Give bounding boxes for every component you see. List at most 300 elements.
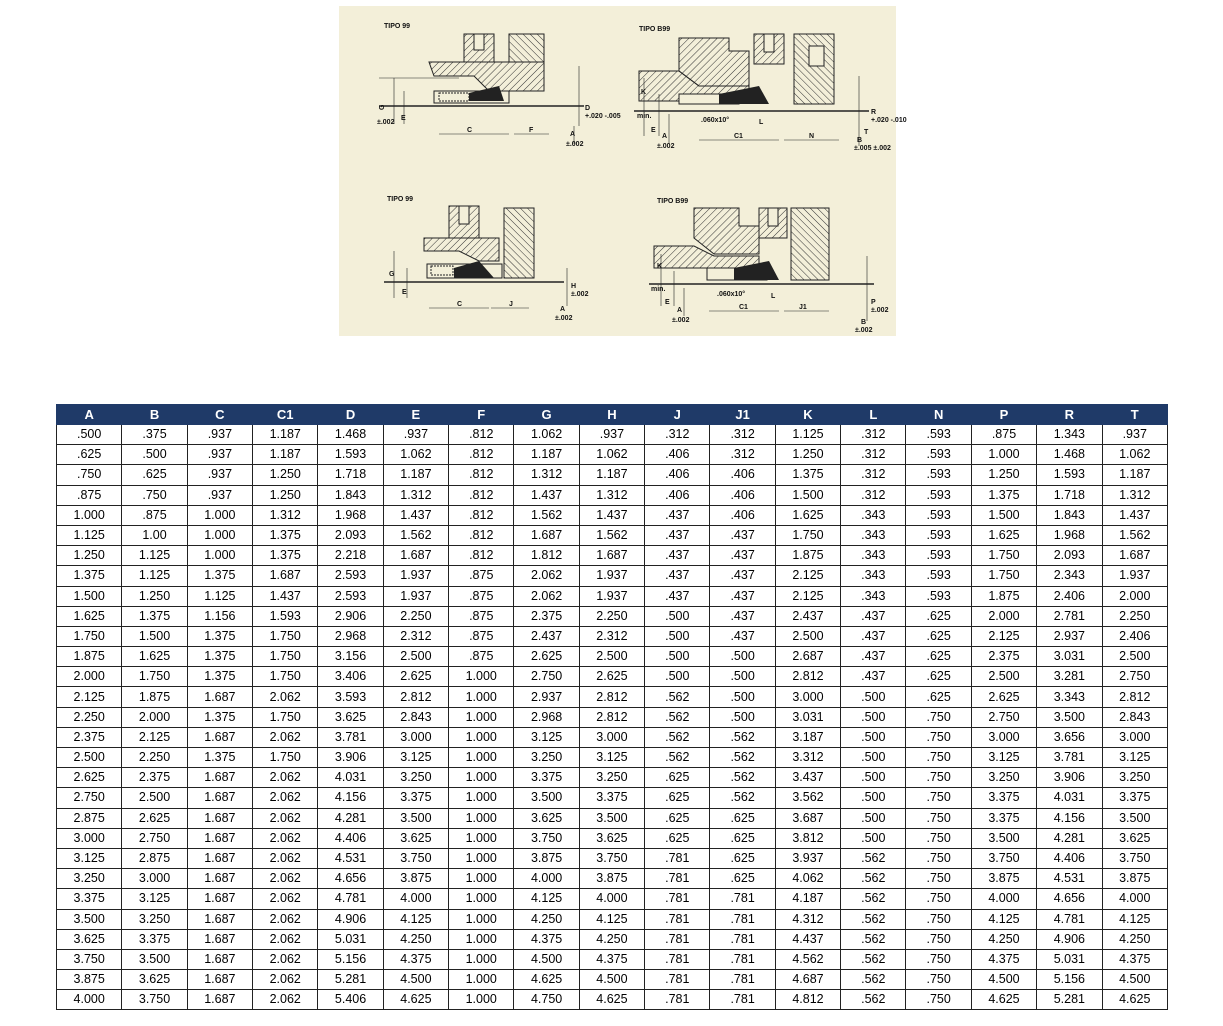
table-cell: .312 xyxy=(841,445,906,465)
table-cell: 3.250 xyxy=(383,768,448,788)
table-cell: .312 xyxy=(645,425,710,445)
table-cell: 1.687 xyxy=(187,970,252,990)
table-cell: 2.968 xyxy=(514,707,579,727)
table-cell: 1.937 xyxy=(1102,566,1168,586)
table-cell: 2.125 xyxy=(57,687,122,707)
svg-text:B: B xyxy=(857,137,863,144)
table-cell: 2.375 xyxy=(57,727,122,747)
table-cell: 2.062 xyxy=(253,929,318,949)
table-cell: .625 xyxy=(906,626,971,646)
table-cell: 1.875 xyxy=(122,687,187,707)
table-cell: .343 xyxy=(841,505,906,525)
table-cell: 3.625 xyxy=(514,808,579,828)
table-cell: .750 xyxy=(906,929,971,949)
table-cell: 4.375 xyxy=(579,949,644,969)
table-row xyxy=(57,990,1168,1010)
table-cell: 3.656 xyxy=(1037,727,1102,747)
table-row xyxy=(57,445,1168,465)
table-cell: 1.062 xyxy=(579,445,644,465)
table-cell: .781 xyxy=(645,909,710,929)
table-cell: 3.375 xyxy=(514,768,579,788)
table-cell: 4.906 xyxy=(1037,929,1102,949)
table-cell: .343 xyxy=(841,546,906,566)
table-cell: 1.000 xyxy=(449,889,514,909)
table-row xyxy=(57,505,1168,525)
view-top-left xyxy=(377,23,621,148)
table-cell: 4.625 xyxy=(1102,990,1168,1010)
table-cell: 2.750 xyxy=(971,707,1036,727)
table-cell: .406 xyxy=(710,485,775,505)
svg-text:±.002: ±.002 xyxy=(657,143,675,150)
table-cell: 1.687 xyxy=(187,687,252,707)
table-cell: 1.437 xyxy=(1102,505,1168,525)
table-cell: 2.812 xyxy=(579,687,644,707)
table-cell: 3.125 xyxy=(57,848,122,868)
svg-text:C1: C1 xyxy=(739,304,748,311)
table-cell: .312 xyxy=(841,465,906,485)
table-cell: 1.750 xyxy=(57,626,122,646)
table-cell: 1.000 xyxy=(449,909,514,929)
table-cell: .750 xyxy=(906,768,971,788)
table-cell: 1.000 xyxy=(449,727,514,747)
table-cell: 2.500 xyxy=(1102,647,1168,667)
table-cell: 4.406 xyxy=(318,828,383,848)
table-cell: 3.625 xyxy=(122,970,187,990)
table-cell: 1.812 xyxy=(514,546,579,566)
table-cell: 4.000 xyxy=(57,990,122,1010)
table-cell: 3.156 xyxy=(318,647,383,667)
table-cell: 2.375 xyxy=(514,606,579,626)
table-cell: 3.312 xyxy=(775,748,840,768)
table-cell: 4.625 xyxy=(383,990,448,1010)
table-cell: 1.593 xyxy=(318,445,383,465)
table-cell: 4.250 xyxy=(579,929,644,949)
table-cell: 1.250 xyxy=(775,445,840,465)
table-cell: 1.312 xyxy=(579,485,644,505)
table-cell: .625 xyxy=(710,808,775,828)
table-cell: 2.406 xyxy=(1102,626,1168,646)
table-cell: 1.968 xyxy=(1037,525,1102,545)
table-cell: .875 xyxy=(57,485,122,505)
table-cell: .750 xyxy=(122,485,187,505)
column-header: A xyxy=(57,405,122,425)
table-cell: 1.750 xyxy=(971,566,1036,586)
svg-text:H: H xyxy=(571,283,577,290)
table-cell: 1.875 xyxy=(971,586,1036,606)
table-row xyxy=(57,889,1168,909)
table-cell: 2.437 xyxy=(775,606,840,626)
technical-drawing-panel xyxy=(339,6,907,336)
table-cell: 1.625 xyxy=(122,647,187,667)
table-cell: 2.750 xyxy=(122,828,187,848)
table-cell: 1.687 xyxy=(514,525,579,545)
svg-text:A: A xyxy=(662,133,668,140)
table-cell: 2.687 xyxy=(775,647,840,667)
table-cell: 2.625 xyxy=(57,768,122,788)
table-cell: 2.625 xyxy=(514,647,579,667)
table-cell: 2.625 xyxy=(971,687,1036,707)
table-row xyxy=(57,768,1168,788)
table-cell: 4.125 xyxy=(1102,909,1168,929)
table-cell: .812 xyxy=(449,465,514,485)
table-cell: .500 xyxy=(710,667,775,687)
table-cell: 4.812 xyxy=(775,990,840,1010)
table-cell: 5.031 xyxy=(318,929,383,949)
table-cell: 1.625 xyxy=(775,505,840,525)
table-cell: 1.125 xyxy=(122,546,187,566)
table-cell: 1.000 xyxy=(57,505,122,525)
table-cell: .875 xyxy=(122,505,187,525)
table-cell: .593 xyxy=(906,485,971,505)
table-cell: 1.312 xyxy=(514,465,579,485)
table-cell: 2.750 xyxy=(57,788,122,808)
table-cell: .875 xyxy=(449,566,514,586)
table-cell: 2.812 xyxy=(775,667,840,687)
table-cell: 3.781 xyxy=(1037,748,1102,768)
table-row xyxy=(57,949,1168,969)
table-cell: 2.250 xyxy=(383,606,448,626)
table-cell: 1.687 xyxy=(187,808,252,828)
table-cell: .812 xyxy=(449,485,514,505)
table-cell: 3.593 xyxy=(318,687,383,707)
table-cell: .437 xyxy=(710,525,775,545)
table-cell: 2.062 xyxy=(253,768,318,788)
table-cell: .562 xyxy=(645,748,710,768)
table-row xyxy=(57,647,1168,667)
column-header: C xyxy=(187,405,252,425)
table-cell: 1.375 xyxy=(971,485,1036,505)
table-cell: 1.750 xyxy=(971,546,1036,566)
table-cell: 1.000 xyxy=(449,990,514,1010)
table-cell: .812 xyxy=(449,546,514,566)
table-cell: 4.187 xyxy=(775,889,840,909)
table-cell: 3.000 xyxy=(122,869,187,889)
table-row xyxy=(57,828,1168,848)
table-cell: 1.625 xyxy=(971,525,1036,545)
view-title: TIPO 99 xyxy=(384,23,411,30)
table-cell: 2.625 xyxy=(579,667,644,687)
table-cell: 3.000 xyxy=(971,727,1036,747)
table-cell: .437 xyxy=(645,586,710,606)
table-cell: .406 xyxy=(710,465,775,485)
table-cell: 3.000 xyxy=(57,828,122,848)
table-cell: .812 xyxy=(449,525,514,545)
table-cell: 1.000 xyxy=(187,546,252,566)
table-cell: 4.500 xyxy=(579,970,644,990)
table-cell: 4.906 xyxy=(318,909,383,929)
table-cell: .750 xyxy=(906,727,971,747)
table-cell: 1.00 xyxy=(122,525,187,545)
table-cell: 4.375 xyxy=(514,929,579,949)
table-cell: .500 xyxy=(841,748,906,768)
table-cell: 5.156 xyxy=(1037,970,1102,990)
table-cell: 2.500 xyxy=(57,748,122,768)
table-cell: .562 xyxy=(841,949,906,969)
table-cell: 1.062 xyxy=(1102,445,1168,465)
table-cell: .812 xyxy=(449,445,514,465)
table-cell: .593 xyxy=(906,425,971,445)
table-cell: .437 xyxy=(645,566,710,586)
table-cell: 4.156 xyxy=(318,788,383,808)
table-cell: .562 xyxy=(710,727,775,747)
table-cell: .781 xyxy=(645,869,710,889)
table-cell: .750 xyxy=(906,949,971,969)
svg-text:.060x10°: .060x10° xyxy=(701,117,730,124)
table-cell: .437 xyxy=(710,546,775,566)
table-cell: .781 xyxy=(710,970,775,990)
table-cell: .750 xyxy=(906,889,971,909)
table-cell: 1.687 xyxy=(187,909,252,929)
table-cell: 1.375 xyxy=(253,525,318,545)
table-cell: 2.625 xyxy=(383,667,448,687)
table-cell: 1.000 xyxy=(449,748,514,768)
table-cell: 2.812 xyxy=(579,707,644,727)
table-cell: 2.062 xyxy=(253,889,318,909)
table-cell: 2.062 xyxy=(514,586,579,606)
table-cell: 3.750 xyxy=(122,990,187,1010)
table-cell: .750 xyxy=(906,828,971,848)
table-cell: 4.625 xyxy=(579,990,644,1010)
table-cell: .875 xyxy=(449,647,514,667)
column-header: J xyxy=(645,405,710,425)
table-cell: 3.125 xyxy=(383,748,448,768)
svg-text:D: D xyxy=(585,105,591,112)
table-cell: 3.375 xyxy=(971,808,1036,828)
table-cell: 1.687 xyxy=(383,546,448,566)
table-cell: 3.250 xyxy=(579,768,644,788)
table-cell: 3.281 xyxy=(1037,667,1102,687)
table-cell: 3.875 xyxy=(971,869,1036,889)
table-cell: 1.125 xyxy=(187,586,252,606)
table-cell: .937 xyxy=(1102,425,1168,445)
table-cell: .937 xyxy=(383,425,448,445)
table-cell: 3.750 xyxy=(1102,848,1168,868)
table-cell: .562 xyxy=(645,727,710,747)
table-cell: 4.156 xyxy=(1037,808,1102,828)
table-cell: 1.187 xyxy=(383,465,448,485)
svg-text:E: E xyxy=(665,299,670,306)
table-cell: 3.343 xyxy=(1037,687,1102,707)
table-cell: .750 xyxy=(906,869,971,889)
table-cell: 4.531 xyxy=(1037,869,1102,889)
table-cell: 5.031 xyxy=(1037,949,1102,969)
table-cell: .593 xyxy=(906,465,971,485)
table-cell: 3.375 xyxy=(971,788,1036,808)
table-cell: .625 xyxy=(122,465,187,485)
table-cell: 4.000 xyxy=(579,889,644,909)
column-header: T xyxy=(1102,405,1168,425)
table-row xyxy=(57,606,1168,626)
table-cell: .500 xyxy=(841,828,906,848)
table-cell: 1.750 xyxy=(253,667,318,687)
table-cell: 4.625 xyxy=(971,990,1036,1010)
table-cell: 3.375 xyxy=(122,929,187,949)
svg-text:J: J xyxy=(509,301,513,308)
svg-text:R: R xyxy=(871,109,877,116)
table-cell: 2.312 xyxy=(579,626,644,646)
column-header: F xyxy=(449,405,514,425)
table-row xyxy=(57,687,1168,707)
table-cell: .562 xyxy=(710,768,775,788)
table-cell: 1.625 xyxy=(57,606,122,626)
table-cell: .500 xyxy=(841,808,906,828)
table-cell: 2.093 xyxy=(1037,546,1102,566)
svg-text:±.002: ±.002 xyxy=(855,327,873,334)
table-cell: .875 xyxy=(971,425,1036,445)
svg-text:±.005 ±.002: ±.005 ±.002 xyxy=(854,145,891,152)
table-cell: 1.000 xyxy=(187,525,252,545)
table-cell: 1.000 xyxy=(449,768,514,788)
table-cell: 3.625 xyxy=(57,929,122,949)
table-cell: 3.750 xyxy=(57,949,122,969)
svg-text:F: F xyxy=(529,127,534,134)
table-cell: .625 xyxy=(906,647,971,667)
table-cell: 3.250 xyxy=(1102,768,1168,788)
table-row xyxy=(57,970,1168,990)
column-header: C1 xyxy=(253,405,318,425)
table-cell: .750 xyxy=(906,909,971,929)
table-cell: 3.000 xyxy=(1102,727,1168,747)
table-cell: .312 xyxy=(710,425,775,445)
table-cell: 4.375 xyxy=(383,949,448,969)
table-cell: 2.937 xyxy=(1037,626,1102,646)
table-cell: 1.375 xyxy=(57,566,122,586)
table-cell: .437 xyxy=(841,667,906,687)
table-cell: 2.250 xyxy=(57,707,122,727)
table-cell: .312 xyxy=(841,485,906,505)
table-cell: 1.375 xyxy=(187,667,252,687)
table-cell: 1.343 xyxy=(1037,425,1102,445)
column-header: B xyxy=(122,405,187,425)
table-cell: 1.375 xyxy=(187,566,252,586)
table-cell: .500 xyxy=(645,606,710,626)
table-cell: 1.187 xyxy=(514,445,579,465)
table-cell: 4.125 xyxy=(971,909,1036,929)
table-cell: 1.562 xyxy=(579,525,644,545)
table-cell: 1.312 xyxy=(253,505,318,525)
table-cell: 3.875 xyxy=(514,848,579,868)
table-cell: 1.750 xyxy=(253,707,318,727)
table-cell: .343 xyxy=(841,586,906,606)
table-cell: .500 xyxy=(710,707,775,727)
table-cell: .937 xyxy=(187,425,252,445)
table-cell: 1.375 xyxy=(253,546,318,566)
table-cell: .406 xyxy=(645,445,710,465)
table-row xyxy=(57,546,1168,566)
svg-text:J1: J1 xyxy=(799,304,807,311)
table-cell: 1.250 xyxy=(971,465,1036,485)
table-cell: 1.125 xyxy=(775,425,840,445)
table-row xyxy=(57,586,1168,606)
svg-text:L: L xyxy=(759,119,764,126)
table-cell: 1.468 xyxy=(1037,445,1102,465)
table-cell: 2.906 xyxy=(318,606,383,626)
table-cell: .562 xyxy=(710,748,775,768)
table-cell: 1.562 xyxy=(1102,525,1168,545)
table-cell: .312 xyxy=(841,425,906,445)
table-cell: 1.750 xyxy=(122,667,187,687)
view-title: TIPO B99 xyxy=(657,198,689,205)
table-cell: 5.406 xyxy=(318,990,383,1010)
table-cell: 1.000 xyxy=(449,929,514,949)
table-cell: 1.000 xyxy=(449,667,514,687)
table-cell: .781 xyxy=(645,970,710,990)
table-cell: 3.875 xyxy=(1102,869,1168,889)
table-body xyxy=(57,425,1168,1010)
seal-drawings-svg xyxy=(339,6,907,336)
table-cell: 1.187 xyxy=(1102,465,1168,485)
table-cell: 3.687 xyxy=(775,808,840,828)
table-cell: 3.625 xyxy=(1102,828,1168,848)
svg-text:E: E xyxy=(402,289,407,296)
table-cell: .781 xyxy=(645,990,710,1010)
table-cell: 2.250 xyxy=(122,748,187,768)
table-cell: 3.625 xyxy=(318,707,383,727)
table-cell: 1.718 xyxy=(318,465,383,485)
table-cell: 1.187 xyxy=(253,445,318,465)
table-cell: .500 xyxy=(645,667,710,687)
svg-text:A: A xyxy=(560,306,566,313)
table-cell: 1.687 xyxy=(187,869,252,889)
table-row xyxy=(57,788,1168,808)
table-cell: 1.000 xyxy=(449,788,514,808)
table-cell: 3.031 xyxy=(775,707,840,727)
table-cell: .593 xyxy=(906,546,971,566)
table-cell: 1.750 xyxy=(253,748,318,768)
table-cell: 3.000 xyxy=(579,727,644,747)
column-header: H xyxy=(579,405,644,425)
column-header: P xyxy=(971,405,1036,425)
table-cell: 1.937 xyxy=(383,566,448,586)
table-cell: 1.687 xyxy=(187,727,252,747)
table-cell: 3.375 xyxy=(1102,788,1168,808)
table-cell: .750 xyxy=(906,808,971,828)
table-cell: 1.125 xyxy=(57,525,122,545)
table-cell: .875 xyxy=(449,586,514,606)
table-cell: 1.687 xyxy=(187,929,252,949)
table-cell: .937 xyxy=(187,465,252,485)
table-cell: .625 xyxy=(57,445,122,465)
table-cell: 1.312 xyxy=(1102,485,1168,505)
table-cell: .781 xyxy=(645,949,710,969)
table-cell: .625 xyxy=(645,808,710,828)
table-cell: .500 xyxy=(710,647,775,667)
column-header: R xyxy=(1037,405,1102,425)
table-row xyxy=(57,485,1168,505)
table-row xyxy=(57,566,1168,586)
table-cell: 4.406 xyxy=(1037,848,1102,868)
table-cell: 3.125 xyxy=(514,727,579,747)
table-cell: 2.625 xyxy=(122,808,187,828)
svg-text:+.020 -.010: +.020 -.010 xyxy=(871,117,907,124)
table-cell: 2.250 xyxy=(1102,606,1168,626)
table-cell: 4.687 xyxy=(775,970,840,990)
table-cell: 1.437 xyxy=(383,505,448,525)
table-cell: .625 xyxy=(645,828,710,848)
view-bottom-left xyxy=(384,196,589,322)
table-cell: 4.750 xyxy=(514,990,579,1010)
table-cell: .437 xyxy=(841,626,906,646)
table-cell: 1.062 xyxy=(514,425,579,445)
table-cell: 4.312 xyxy=(775,909,840,929)
table-cell: .562 xyxy=(841,909,906,929)
table-cell: 3.125 xyxy=(122,889,187,909)
table-cell: 3.625 xyxy=(579,828,644,848)
table-cell: 1.000 xyxy=(971,445,1036,465)
table-cell: .937 xyxy=(187,445,252,465)
table-cell: 3.125 xyxy=(971,748,1036,768)
table-cell: .562 xyxy=(841,848,906,868)
